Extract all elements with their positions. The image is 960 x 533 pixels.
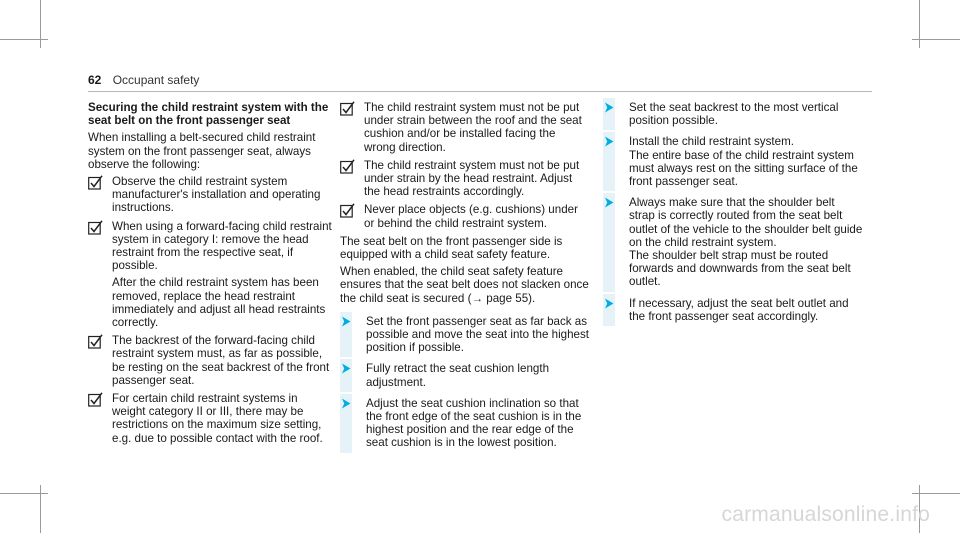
checklist-text: The child restraint system must not be put under strain by the head restraint. Adjust the head restraints accordingly. <box>364 158 580 199</box>
step-arrow-icon <box>604 102 614 113</box>
checklist-text: For certain child restraint systems in weight category II or III, there may be restrictions on the maximum size setting, e.g. due to possible contact with the roof. <box>112 392 323 445</box>
checklist-item <box>88 334 332 387</box>
column-3 <box>603 101 863 331</box>
step-text: Fully retract the seat cushion length adjustment. <box>366 362 550 389</box>
checklist-text: Observe the child restraint system manufacturer's installation and operating instructions. <box>112 175 321 215</box>
checkbox-tick-icon <box>340 203 355 218</box>
instruction-step <box>340 362 590 388</box>
step-arrow-icon <box>604 197 614 208</box>
step-arrow-icon <box>604 298 614 309</box>
checklist-text: Never place objects (e.g. cushions) under or behind the child restraint system. <box>364 203 578 230</box>
crop-mark <box>0 39 48 40</box>
step-subtext: The shoulder belt strap must be routed forwards and downwards from the seat belt outlet. <box>629 249 851 289</box>
checkbox-tick-icon <box>340 159 355 174</box>
instruction-step <box>340 397 590 450</box>
page-header <box>88 73 199 87</box>
header-rule <box>88 91 872 92</box>
column-1 <box>88 101 332 450</box>
checklist-item <box>88 220 332 330</box>
crop-mark <box>912 493 960 494</box>
step-text: Set the front passenger seat as far back as possible and move the seat into the highest position if possible. <box>366 314 590 355</box>
checklist-item <box>340 101 590 154</box>
checklist-text: The child restraint system must not be put under strain between the roof and the seat cushion and/or be installed facing the wrong direction. <box>364 101 582 154</box>
checkbox-tick-icon <box>88 175 103 190</box>
checklist-item <box>88 392 332 445</box>
instruction-step <box>603 101 863 127</box>
step-arrow-icon <box>604 136 614 147</box>
instruction-step <box>603 135 863 188</box>
step-text: Adjust the seat cushion inclination so that the front edge of the seat cushion is in the highest position and the rear edge of the seat cushion is in the lowest position. <box>366 396 582 450</box>
checklist-item <box>340 159 590 199</box>
crop-mark <box>919 0 920 48</box>
crop-mark <box>40 0 41 48</box>
checklist-subtext: After the child restraint system has been removed, replace the head restraint immediately and adjust all head restraints correctly. <box>112 276 326 330</box>
step-text: Install the child restraint system. <box>629 135 794 149</box>
crop-mark <box>0 493 48 494</box>
instruction-step <box>340 315 590 355</box>
step-arrow-icon <box>341 363 351 374</box>
body-paragraph: The seat belt on the front passenger side is equipped with a child seat safety feature. <box>340 234 563 262</box>
crop-mark <box>912 39 960 40</box>
checklist-item <box>340 203 590 229</box>
checkbox-tick-icon <box>88 220 103 235</box>
instruction-step <box>603 196 863 288</box>
body-paragraph: When enabled, the child seat safety feature ensures that the seat belt does not slacken once the child seat is secured (→ page 55). <box>340 265 589 305</box>
step-subtext: The entire base of the child restraint system must always rest on the sitting surface of the front passenger seat. <box>629 148 858 189</box>
step-text: Always make sure that the shoulder belt strap is correctly routed from the seat belt outlet of the vehicle to the shoulder belt guide on the child restraint system. <box>629 196 863 249</box>
column-2 <box>340 101 590 458</box>
page-number: 62 <box>88 73 102 87</box>
section-heading: Securing the child restraint system with the seat belt on the front passenger seat <box>88 101 329 128</box>
step-arrow-icon <box>341 398 351 409</box>
watermark-text: carmanualsonline.info <box>721 503 930 526</box>
checkbox-tick-icon <box>340 101 355 116</box>
step-text: If necessary, adjust the seat belt outlet and the front passenger seat accordingly. <box>629 296 849 323</box>
intro-paragraph: When installing a belt-secured child restraint system on the front passenger seat, always observe the following: <box>88 131 316 171</box>
instruction-step <box>603 297 863 323</box>
step-arrow-icon <box>341 316 351 327</box>
checklist-text: The backrest of the forward-facing child restraint system must, as far as possible, be resting on the seat backrest of the front passenger seat. <box>112 334 330 387</box>
section-title: Occupant safety <box>112 73 200 87</box>
step-text: Set the seat backrest to the most vertical position possible. <box>629 101 839 128</box>
checklist-item <box>88 175 332 215</box>
checkbox-tick-icon <box>88 334 103 349</box>
checklist-text: When using a forward-facing child restraint system in category I: remove the head restraint from the respective seat, if possible. <box>112 219 332 273</box>
checkbox-tick-icon <box>88 392 103 407</box>
